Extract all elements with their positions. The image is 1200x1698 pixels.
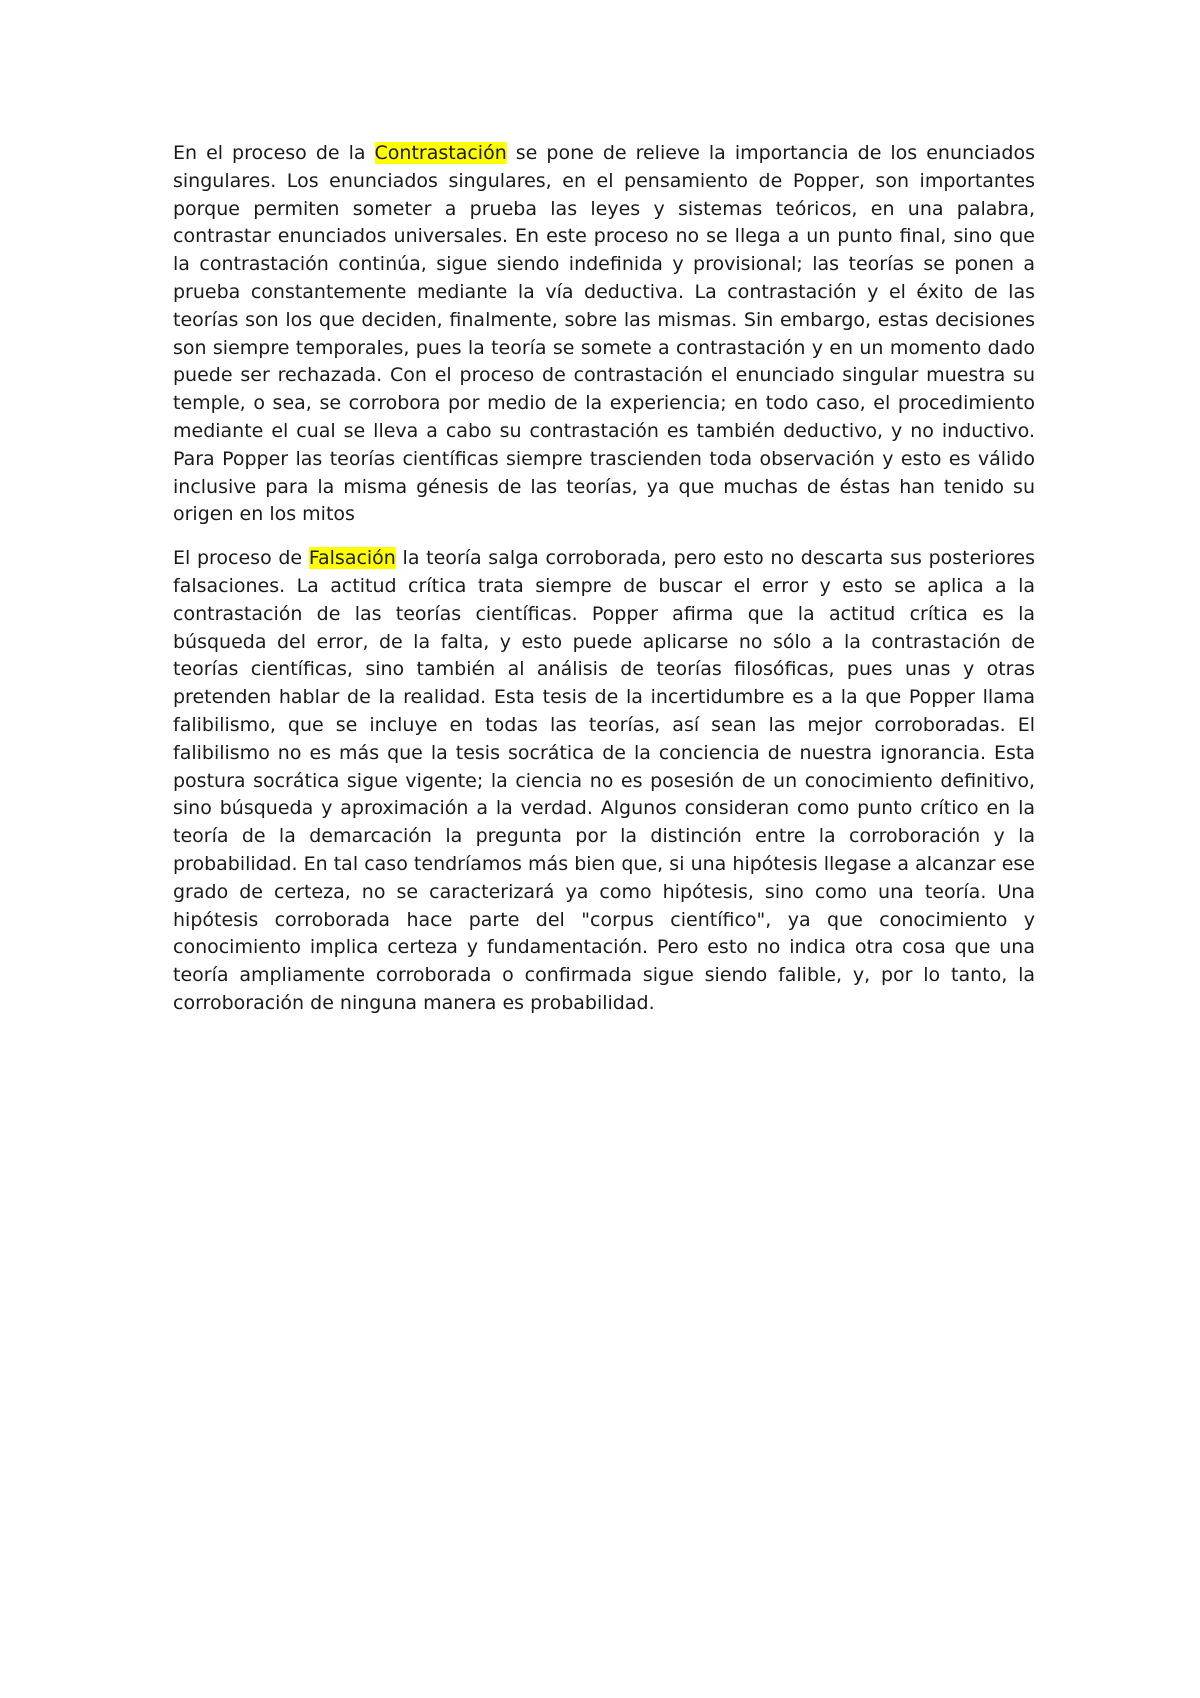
paragraph-text-start: El proceso de [173,547,309,570]
paragraph-text-start: En el proceso de la [173,142,375,164]
highlighted-term-falsacion: Falsación [308,547,396,570]
paragraph-falsacion [173,545,1035,1018]
paragraph-text-rest: se pone de relieve la importancia de los enunciados singulares. Los enunciados singulares, en el pensamiento de Popper, son importantes porque permiten someter a prueba las leyes y sistemas teóricos, en una palabra, contrastar enunciados universales. En este proceso no se llega a un punto final, sino que la contrastación continúa, sigue siendo indefinida y provisional; las teorías se ponen a prueba constantemente mediante la vía deductiva. La contrastación y el éxito de las teorías son los que deciden, finalmente, sobre las mismas. Sin embargo, estas decisiones son siempre temporales, pues la teoría se somete a contrastación y en un momento dado puede ser rechazada. Con el proceso de contrastación el enunciado singular muestra su temple, o sea, se corrobora por medio de la experiencia; en todo caso, el procedimiento mediante el cual se lleva a cabo su contrastación es también deductivo, y no inductivo. Para Popper las teorías científicas siempre trascienden toda observación y esto es válido inclusive para la misma génesis de las teorías, ya que muchas de éstas han tenido su origen en los mitos [173,142,1035,526]
document-page [173,140,1035,1034]
paragraph-contrastacion [173,140,1035,529]
highlighted-term-contrastacion: Contrastación [374,142,507,164]
paragraph-text-rest: la teoría salga corroborada, pero esto no descarta sus posteriores falsaciones. La actitud crítica trata siempre de buscar el error y esto se aplica a la contrastación de las teorías científicas. Popper afirma que la actitud crítica es la búsqueda del error, de la falta, y esto puede aplicarse no sólo a la contrastación de teorías científicas, sino también al análisis de teorías filosóficas, pues unas y otras pretenden hablar de la realidad. Esta tesis de la incertidumbre es a la que Popper llama falibilismo, que se incluye en todas las teorías, así sean las mejor corroboradas. El falibilismo no es más que la tesis socrática de la conciencia de nuestra ignorancia. Esta postura socrática sigue vigente; la ciencia no es posesión de un conocimiento definitivo, sino búsqueda y aproximación a la verdad. Algunos consideran como punto crítico en la teoría de la demarcación la pregunta por la distinción entre la corroboración y la probabilidad. En tal caso tendríamos más bien que, si una hipótesis llegase a alcanzar ese grado de certeza, no se caracterizará ya como hipótesis, sino como una teoría. Una hipótesis corroborada hace parte del "corpus científico", ya que conocimiento y conocimiento implica certeza y fundamentación. Pero esto no indica otra cosa que una teoría ampliamente corroborada o confirmada sigue siendo falible, y, por lo tanto, la corroboración de ninguna manera es probabilidad. [173,547,1036,1014]
